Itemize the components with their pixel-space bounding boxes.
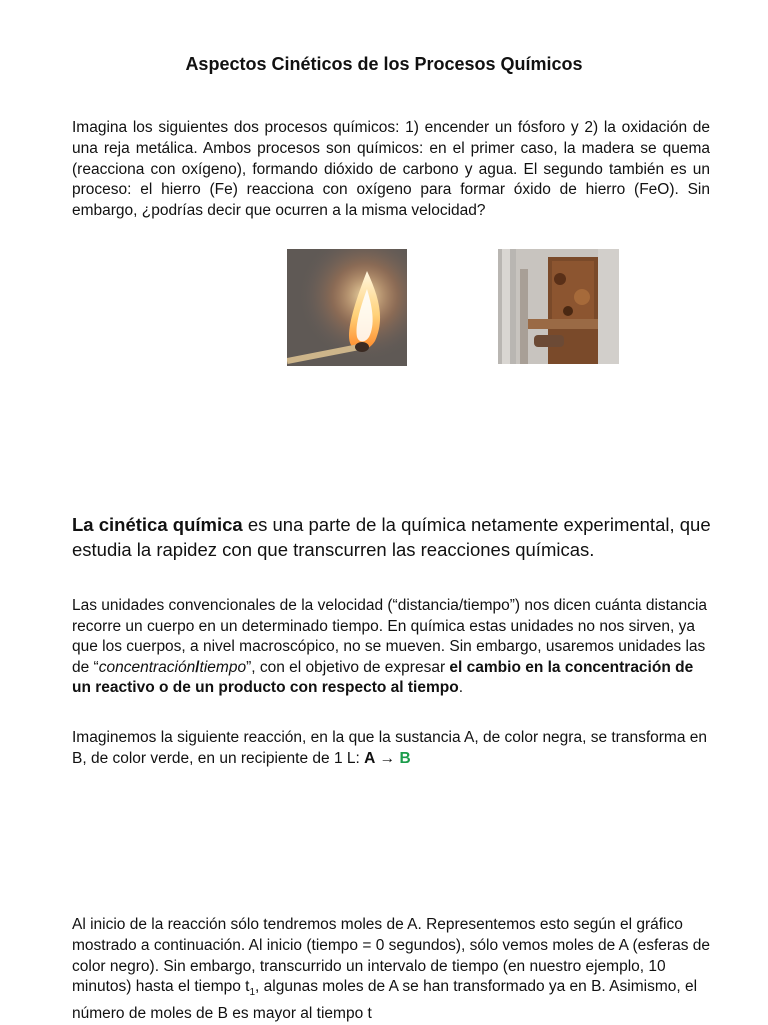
- units-paragraph: [72, 596, 712, 699]
- page-title: Aspectos Cinéticos de los Procesos Químicos: [185, 54, 583, 74]
- definition-term: La cinética química: [72, 514, 243, 535]
- start-subscript: 1: [249, 987, 256, 999]
- units-slash: /: [195, 658, 200, 676]
- units-bold: el cambio en la concentración de un reactivo o de un producto con respecto al tiempo: [72, 658, 694, 696]
- definition-text: es una parte de la química netamente experimental, que estudia la rapidez con que transcurren las reacciones químicas.: [72, 514, 711, 560]
- units-end: .: [458, 679, 464, 696]
- start-paragraph: [72, 915, 712, 1025]
- reaction-paragraph: [72, 728, 712, 769]
- start-text-1: Al inicio de la reacción sólo tendremos moles de A. Representemos esto según el gráfico mostrado a continuación. Al inicio (tiempo = 0 segundos), sólo vemos moles de A (esferas de color negro). Sin embargo, transcurrido un intervalo de tiempo (en nuestro ejemplo, 10 minutos) hasta el tiempo t: [72, 916, 710, 996]
- reaction-text: Imaginemos la siguiente reacción, en la que la sustancia A, de color negra, se transforma en B, de color verde, en un recipiente de 1 L:: [72, 729, 708, 767]
- burning-match-photo: [287, 249, 407, 366]
- reaction-arrow: →: [379, 749, 396, 767]
- units-time: tiempo: [199, 658, 247, 676]
- units-concentration: concentración: [98, 658, 196, 676]
- product-label: B: [399, 749, 411, 767]
- units-text-1: Las unidades convencionales de la velocidad (“distancia/tiempo”) nos dicen cuánta distancia recorre un cuerpo en un determinado tiempo. En química estas unidades no nos sirven, ya que los cuerpos, a nivel macroscópico, no se mueven. Sin embargo, usaremos unidades las de “: [72, 597, 708, 676]
- units-text-2: ”, con el objetivo de expresar: [246, 658, 450, 676]
- rusted-gate-photo: [498, 249, 619, 364]
- intro-paragraph: Imagina los siguientes dos procesos químicos: 1) encender un fósforo y 2) la oxidación de una reja metálica. Ambos procesos son químicos: en el primer caso, la madera se quema (reacciona con oxígeno), formando dióxido de carbono y agua. El segundo también es un proceso: el hierro (Fe) reacciona con oxígeno para formar óxido de hierro (FeO). Sin embargo, ¿podrías decir que ocurren a la misma velocidad?: [72, 119, 710, 220]
- definition-paragraph: [72, 512, 712, 562]
- start-text-2: , algunas moles de A se han transformado ya en B. Asimismo, el número de moles de B es mayor al tiempo t: [72, 978, 698, 1023]
- reactant-label: A: [364, 749, 376, 767]
